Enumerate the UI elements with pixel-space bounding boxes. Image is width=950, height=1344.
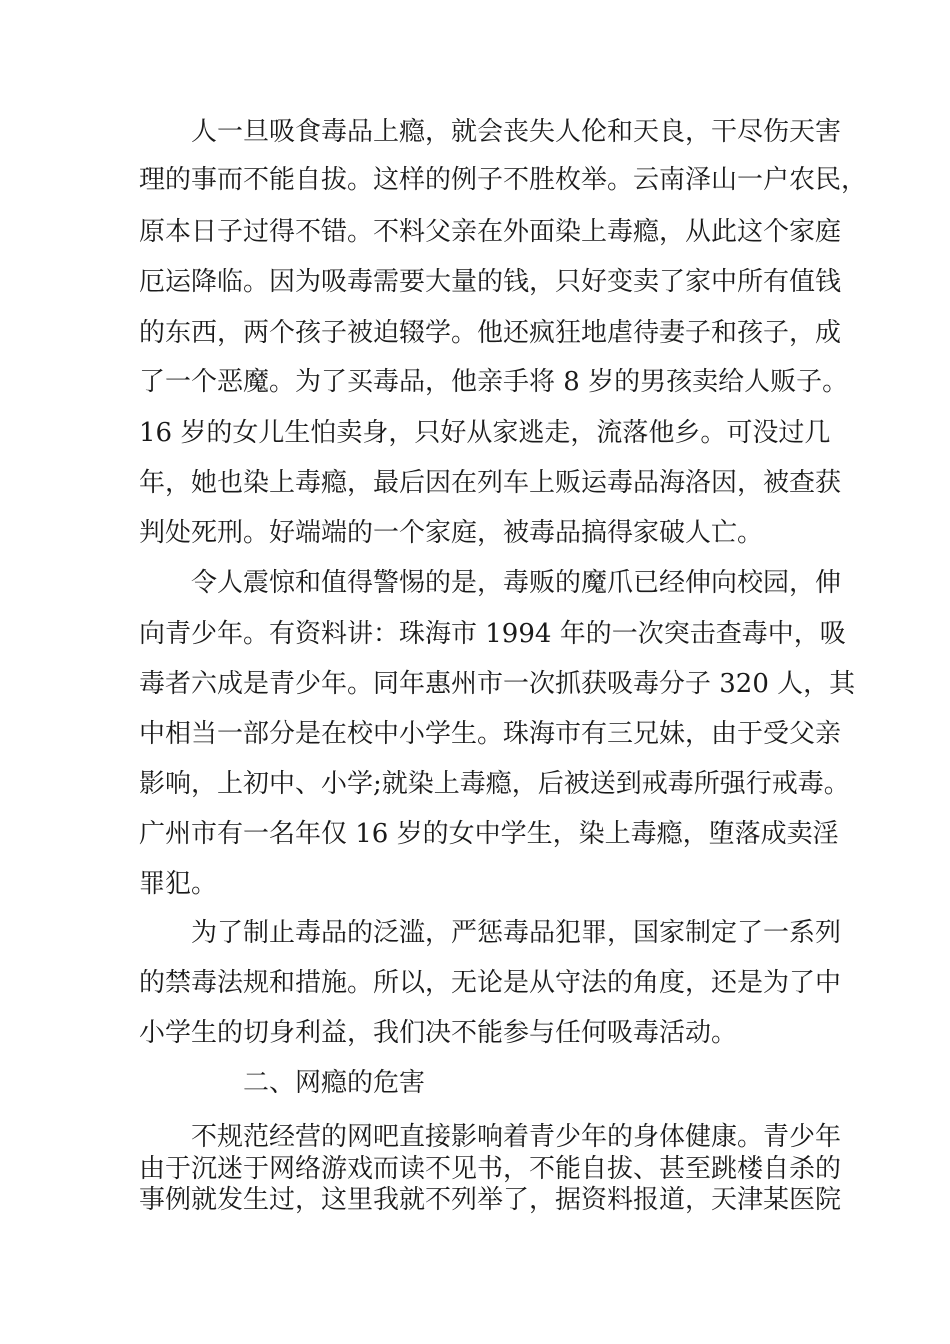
text-line: 毒者六成是青少年。同年惠州市一次抓获吸毒分子 320 人，其 xyxy=(139,669,856,699)
text-line: 向青少年。有资料讲：珠海市 1994 年的一次突击查毒中，吸 xyxy=(139,619,846,649)
text-line: 为了制止毒品的泛滥，严惩毒品犯罪，国家制定了一系列 xyxy=(191,918,842,948)
text-line: 由于沉迷于网络游戏而读不见书，不能自拔、甚至跳楼自杀的 xyxy=(139,1154,842,1184)
text-line: 厄运降临。因为吸毒需要大量的钱，只好变卖了家中所有值钱 xyxy=(139,267,842,297)
text-line: 的东西，两个孩子被迫辍学。他还疯狂地虐待妻子和孩子，成 xyxy=(139,318,842,348)
text-line: 事例就发生过，这里我就不列举了，据资料报道，天津某医院 xyxy=(139,1185,842,1215)
text-line: 理的事而不能自拔。这样的例子不胜枚举。云南泽山一户农民， xyxy=(139,165,868,195)
text-line: 16 岁的女儿生怕卖身，只好从家逃走，流落他乡。可没过几 xyxy=(139,418,831,448)
text-line: 中相当一部分是在校中小学生。珠海市有三兄妹，由于受父亲 xyxy=(139,719,842,749)
text-line: 年，她也染上毒瘾，最后因在列车上贩运毒品海洛因，被查获 xyxy=(139,468,842,498)
text-line: 小学生的切身利益，我们决不能参与任何吸毒活动。 xyxy=(139,1018,738,1048)
text-line: 罪犯。 xyxy=(139,869,218,899)
section-heading: 二、网瘾的危害 xyxy=(243,1068,426,1098)
text-line: 广州市有一名年仅 16 岁的女中学生，染上毒瘾，堕落成卖淫 xyxy=(139,819,839,849)
text-line: 了一个恶魔。为了买毒品，他亲手将 8 岁的男孩卖给人贩子。 xyxy=(139,367,849,397)
text-line: 影响，上初中、小学;就染上毒瘾，后被送到戒毒所强行戒毒。 xyxy=(139,769,850,799)
text-line: 原本日子过得不错。不料父亲在外面染上毒瘾，从此这个家庭 xyxy=(139,217,842,247)
text-line: 不规范经营的网吧直接影响着青少年的身体健康。青少年 xyxy=(191,1122,842,1152)
text-line: 人一旦吸食毒品上瘾，就会丧失人伦和天良，干尽伤天害 xyxy=(191,117,842,147)
text-line: 令人震惊和值得警惕的是，毒贩的魔爪已经伸向校园，伸 xyxy=(191,568,842,598)
text-line: 判处死刑。好端端的一个家庭，被毒品搞得家破人亡。 xyxy=(139,518,764,548)
text-line: 的禁毒法规和措施。所以，无论是从守法的角度，还是为了中 xyxy=(139,968,842,998)
